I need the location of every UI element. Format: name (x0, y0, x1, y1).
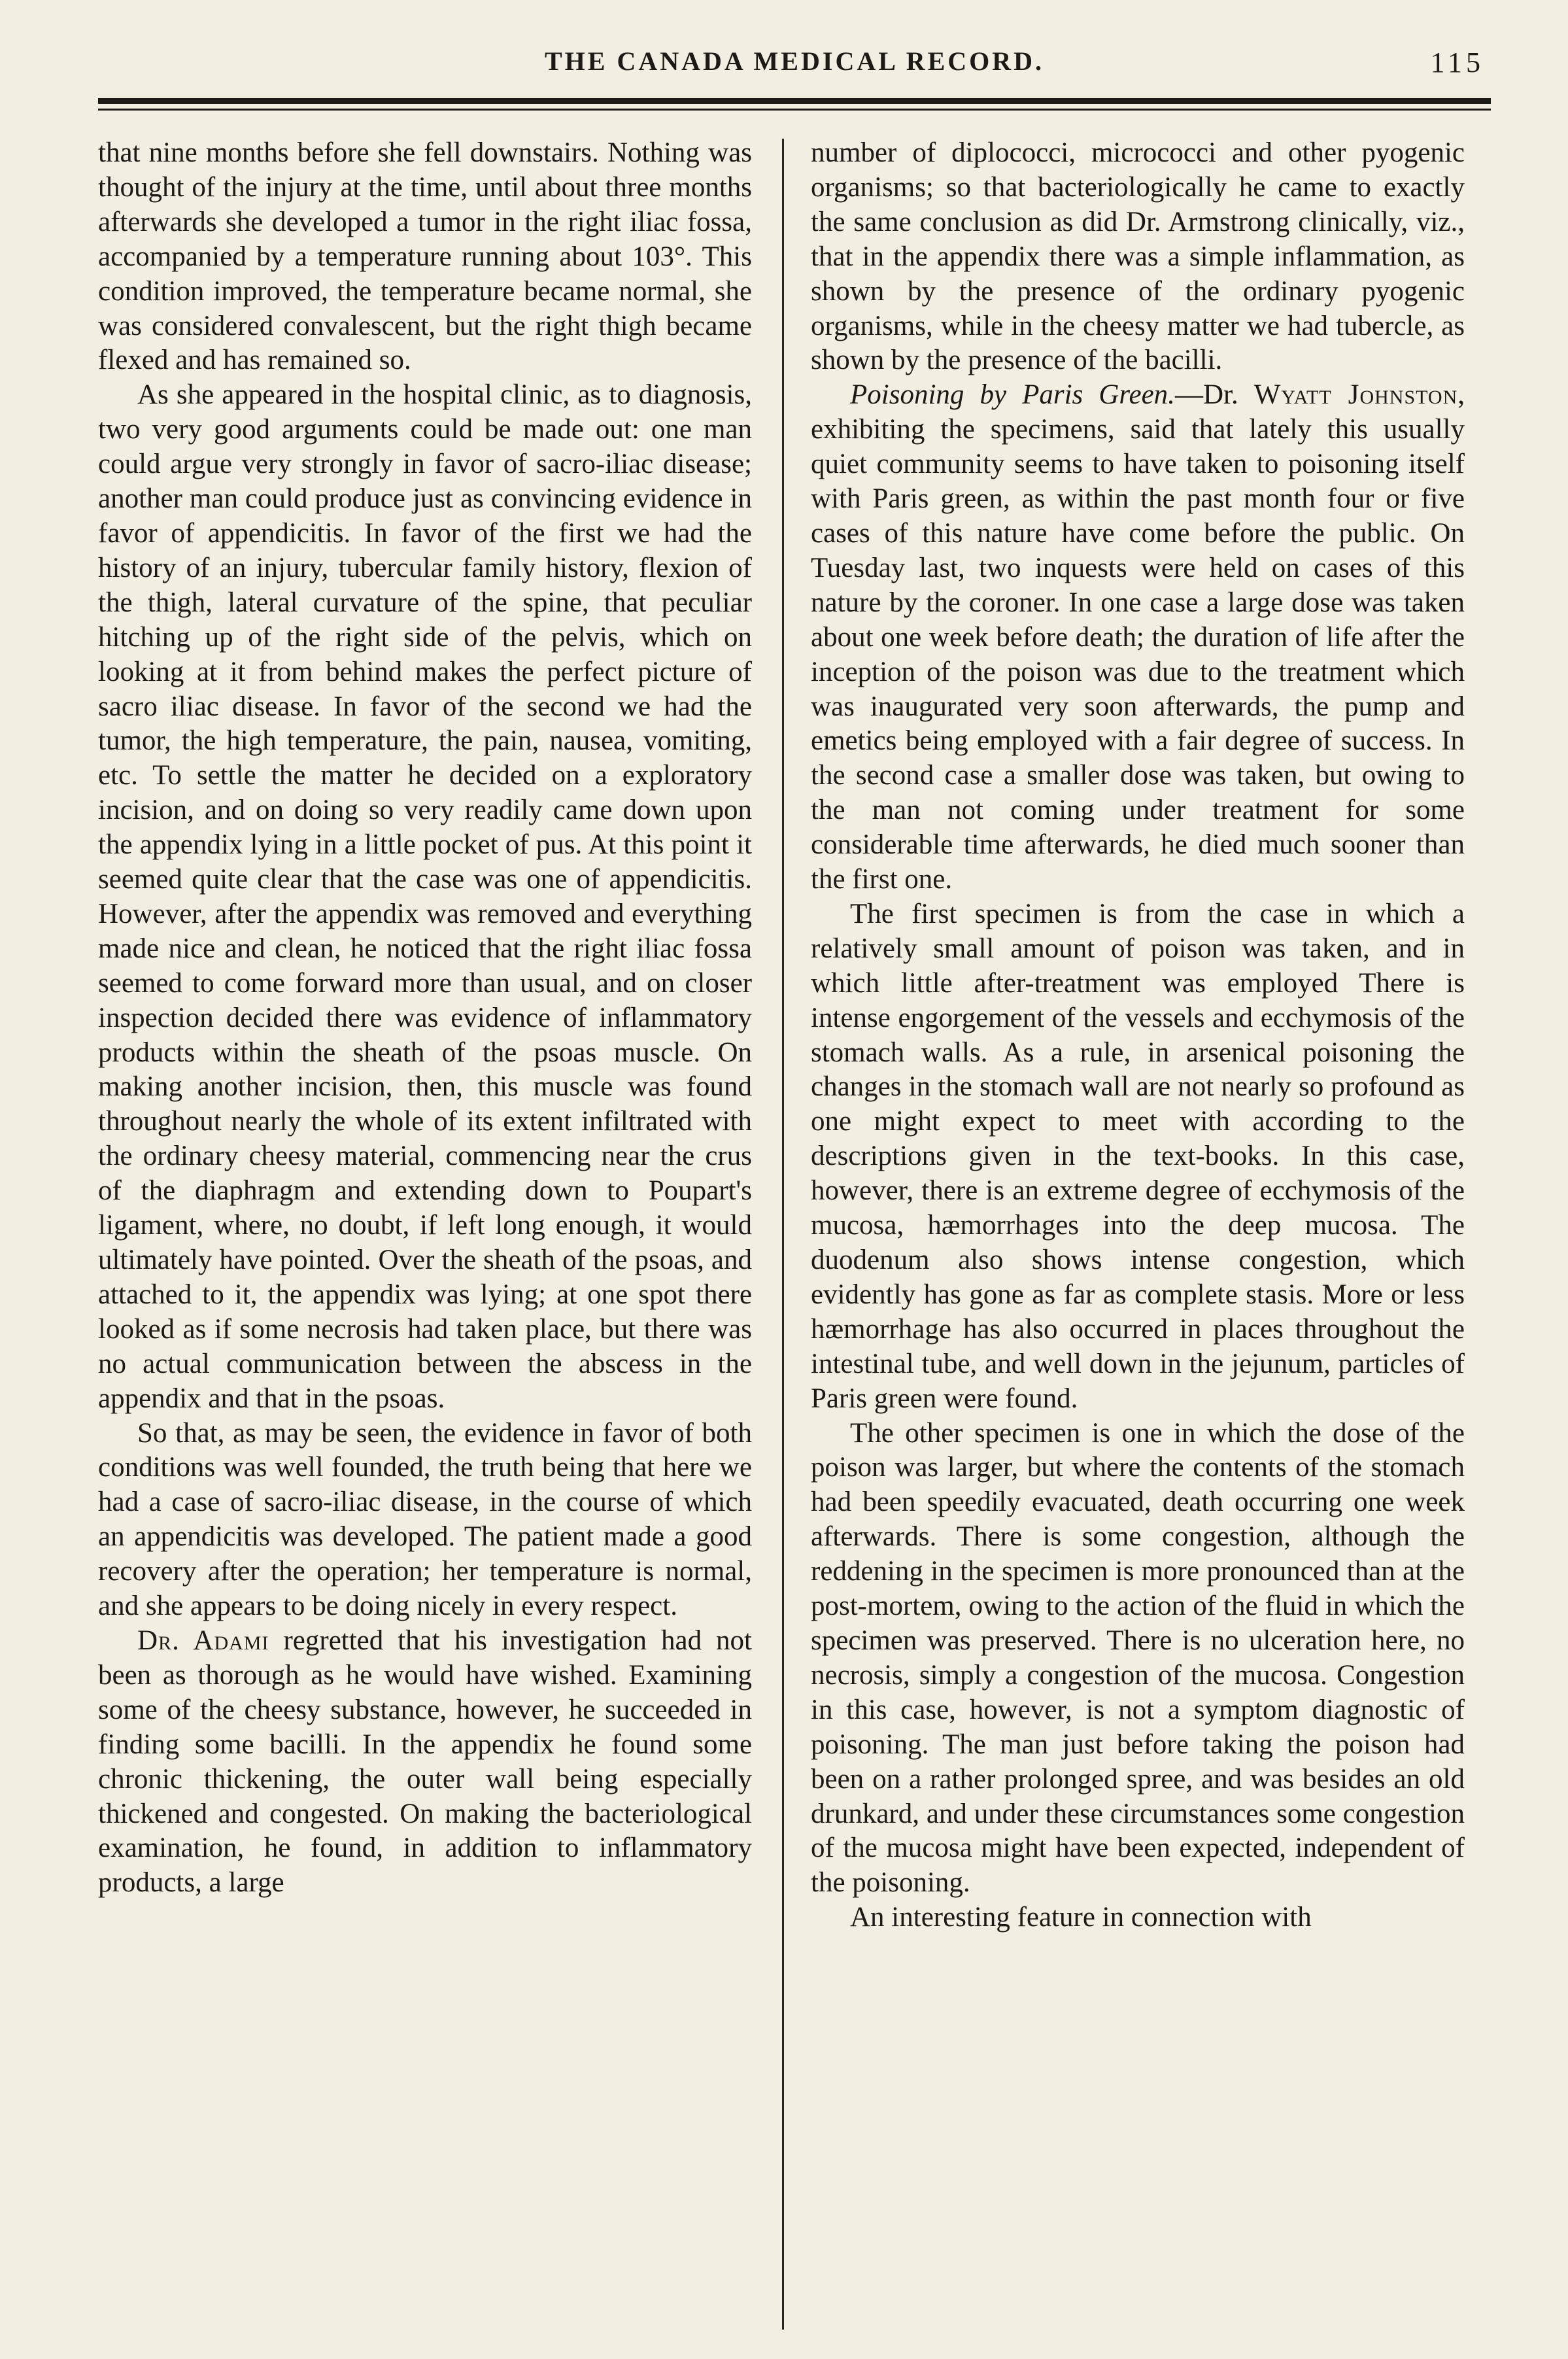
section-heading: Poisoning by Paris Green. (850, 379, 1175, 411)
paragraph: An interesting feature in connection with (850, 1902, 1312, 1933)
running-header (98, 46, 1491, 92)
paragraph-text: regretted that his investigation had not been as thorough as he would have wished. Examining some of the cheesy substance, however, he succeeded in finding some bacilli. In the appendix he found some chronic thickening, the outer wall being especially thickened and congested. On making the bacteriological examination, he found, in addition to inflammatory products, a large (98, 1625, 752, 1899)
header-rule-thick (98, 98, 1491, 104)
paragraph: The first specimen is from the case in which a relatively small amount of poison was taken, and in which little after-treatment was employed There is intense engorgement of the vessels and ecchymosis of the stomach walls. As a rule, in arsenical poisoning the changes in the stomach wall are not nearly so profound as one might expect to meet with according to the descriptions given in the text-books. In this case, however, there is an extreme degree of ecchymosis of the mucosa, hæmorrhages into the deep mucosa. The duodenum also shows intense congestion, which evidently has gone as far as complete stasis. More or less hæmorrhage has also occurred in places throughout the intestinal tube, and well down in the jejunum, particles of Paris green were found. (811, 898, 1465, 1414)
paragraph: that nine months before she fell downstairs. Nothing was thought of the injury at the time, until about three months afterwards she developed a tumor in the right iliac fossa, accompanied by a temperature running about 103°. This condition improved, the temperature became normal, she was considered convalescent, but the right thigh became flexed and has remained so. (98, 137, 752, 376)
paragraph: As she appeared in the hospital clinic, as to diagnosis, two very good arguments could be made out: one man could argue very strongly in favor of sacro-iliac disease; another man could produce just as convincing evidence in favor of appendicitis. In favor of the first we had the history of an injury, tubercular family history, flexion of the thigh, lateral curvature of the spine, that peculiar hitching up of the right side of the pelvis, which on looking at it from behind makes the perfect picture of sacro iliac disease. In favor of the second we had the tumor, the high temperature, the pain, nausea, vomiting, etc. To settle the matter he decided on a exploratory incision, and on doing so very readily came down upon the appendix lying in a little pocket of pus. At this point it seemed quite clear that the case was one of appendicitis. However, after the appendix was removed and everything made nice and clean, he noticed that the right iliac fossa seemed to come forward more than usual, and on closer inspection decided there was evidence of inflammatory products within the sheath of the psoas muscle. On making another incision, then, this muscle was found throughout nearly the whole of its extent infiltrated with the ordinary cheesy material, commencing near the crus of the diaphragm and extending down to Poupart's ligament, where, no doubt, if left long enough, it would ultimately have pointed. Over the sheath of the psoas, and attached to it, the appendix was lying; at one spot there looked as if some necrosis had taken place, but there was no actual communication between the abscess in the appendix and that in the psoas. (98, 379, 752, 1414)
speaker-name: Dr. Adami (137, 1625, 269, 1656)
paragraph: number of diplococci, micrococci and other pyogenic organisms; so that bacteriologically he came to exactly the same conclusion as did Dr. Armstrong clinically, viz., that in the appendix there was a simple inflammation, as shown by the presence of the ordinary pyogenic organisms, while in the cheesy matter we had tubercle, as shown by the presence of the bacilli. (811, 137, 1465, 376)
paragraph: The other specimen is one in which the dose of the poison was larger, but where the contents of the stomach had been speedily evacuated, death occurring one week afterwards. There is some congestion, although the reddening in the specimen is more pronounced than at the post-mortem, owing to the action of the fluid in which the specimen was preserved. There is no ulceration here, no necrosis, simply a congestion of the mucosa. Congestion in this case, however, is not a symptom diagnostic of poisoning. The man just before taking the poison had been on a rather prolonged spree, and was besides an old drunkard, and under these circumstances some congestion of the mucosa might have been expected, independent of the poisoning. (811, 1417, 1465, 1899)
paragraph (98, 1624, 752, 1901)
paragraph: So that, as may be seen, the evidence in favor of both conditions was well founded, the truth being that here we had a case of sacro-iliac disease, in the course of which an appendicitis was developed. The patient made a good recovery after the operation; her temperature is normal, and she appears to be doing nicely in every respect. (98, 1417, 752, 1622)
header-rule-thin (98, 109, 1491, 111)
paragraph-text: , exhibiting the specimens, said that lately this usually quiet community seems to have taken to poisoning itself with Paris green, as within the past month four or five cases of this nature have come before the public. On Tuesday last, two inquests were held on cases of this nature by the coroner. In one case a large dose was taken about one week before death; the duration of life after the inception of the poison was due to the treatment which was inaugurated very soon afterwards, the pump and emetics being employed with a fair degree of success. In the second case a smaller dose was taken, but owing to the man not coming under treatment for some considerable time afterwards, he died much sooner than the first one. (811, 379, 1465, 895)
journal-title: THE CANADA MEDICAL RECORD. (544, 46, 1045, 76)
right-column (811, 136, 1465, 1935)
column-divider (782, 139, 784, 2330)
speaker-name: Wyatt Johnston (1253, 379, 1458, 411)
paragraph (811, 378, 1465, 897)
page-number: 115 (1430, 46, 1484, 78)
heading-dash: —Dr. (1174, 379, 1254, 411)
left-column (98, 136, 752, 1901)
